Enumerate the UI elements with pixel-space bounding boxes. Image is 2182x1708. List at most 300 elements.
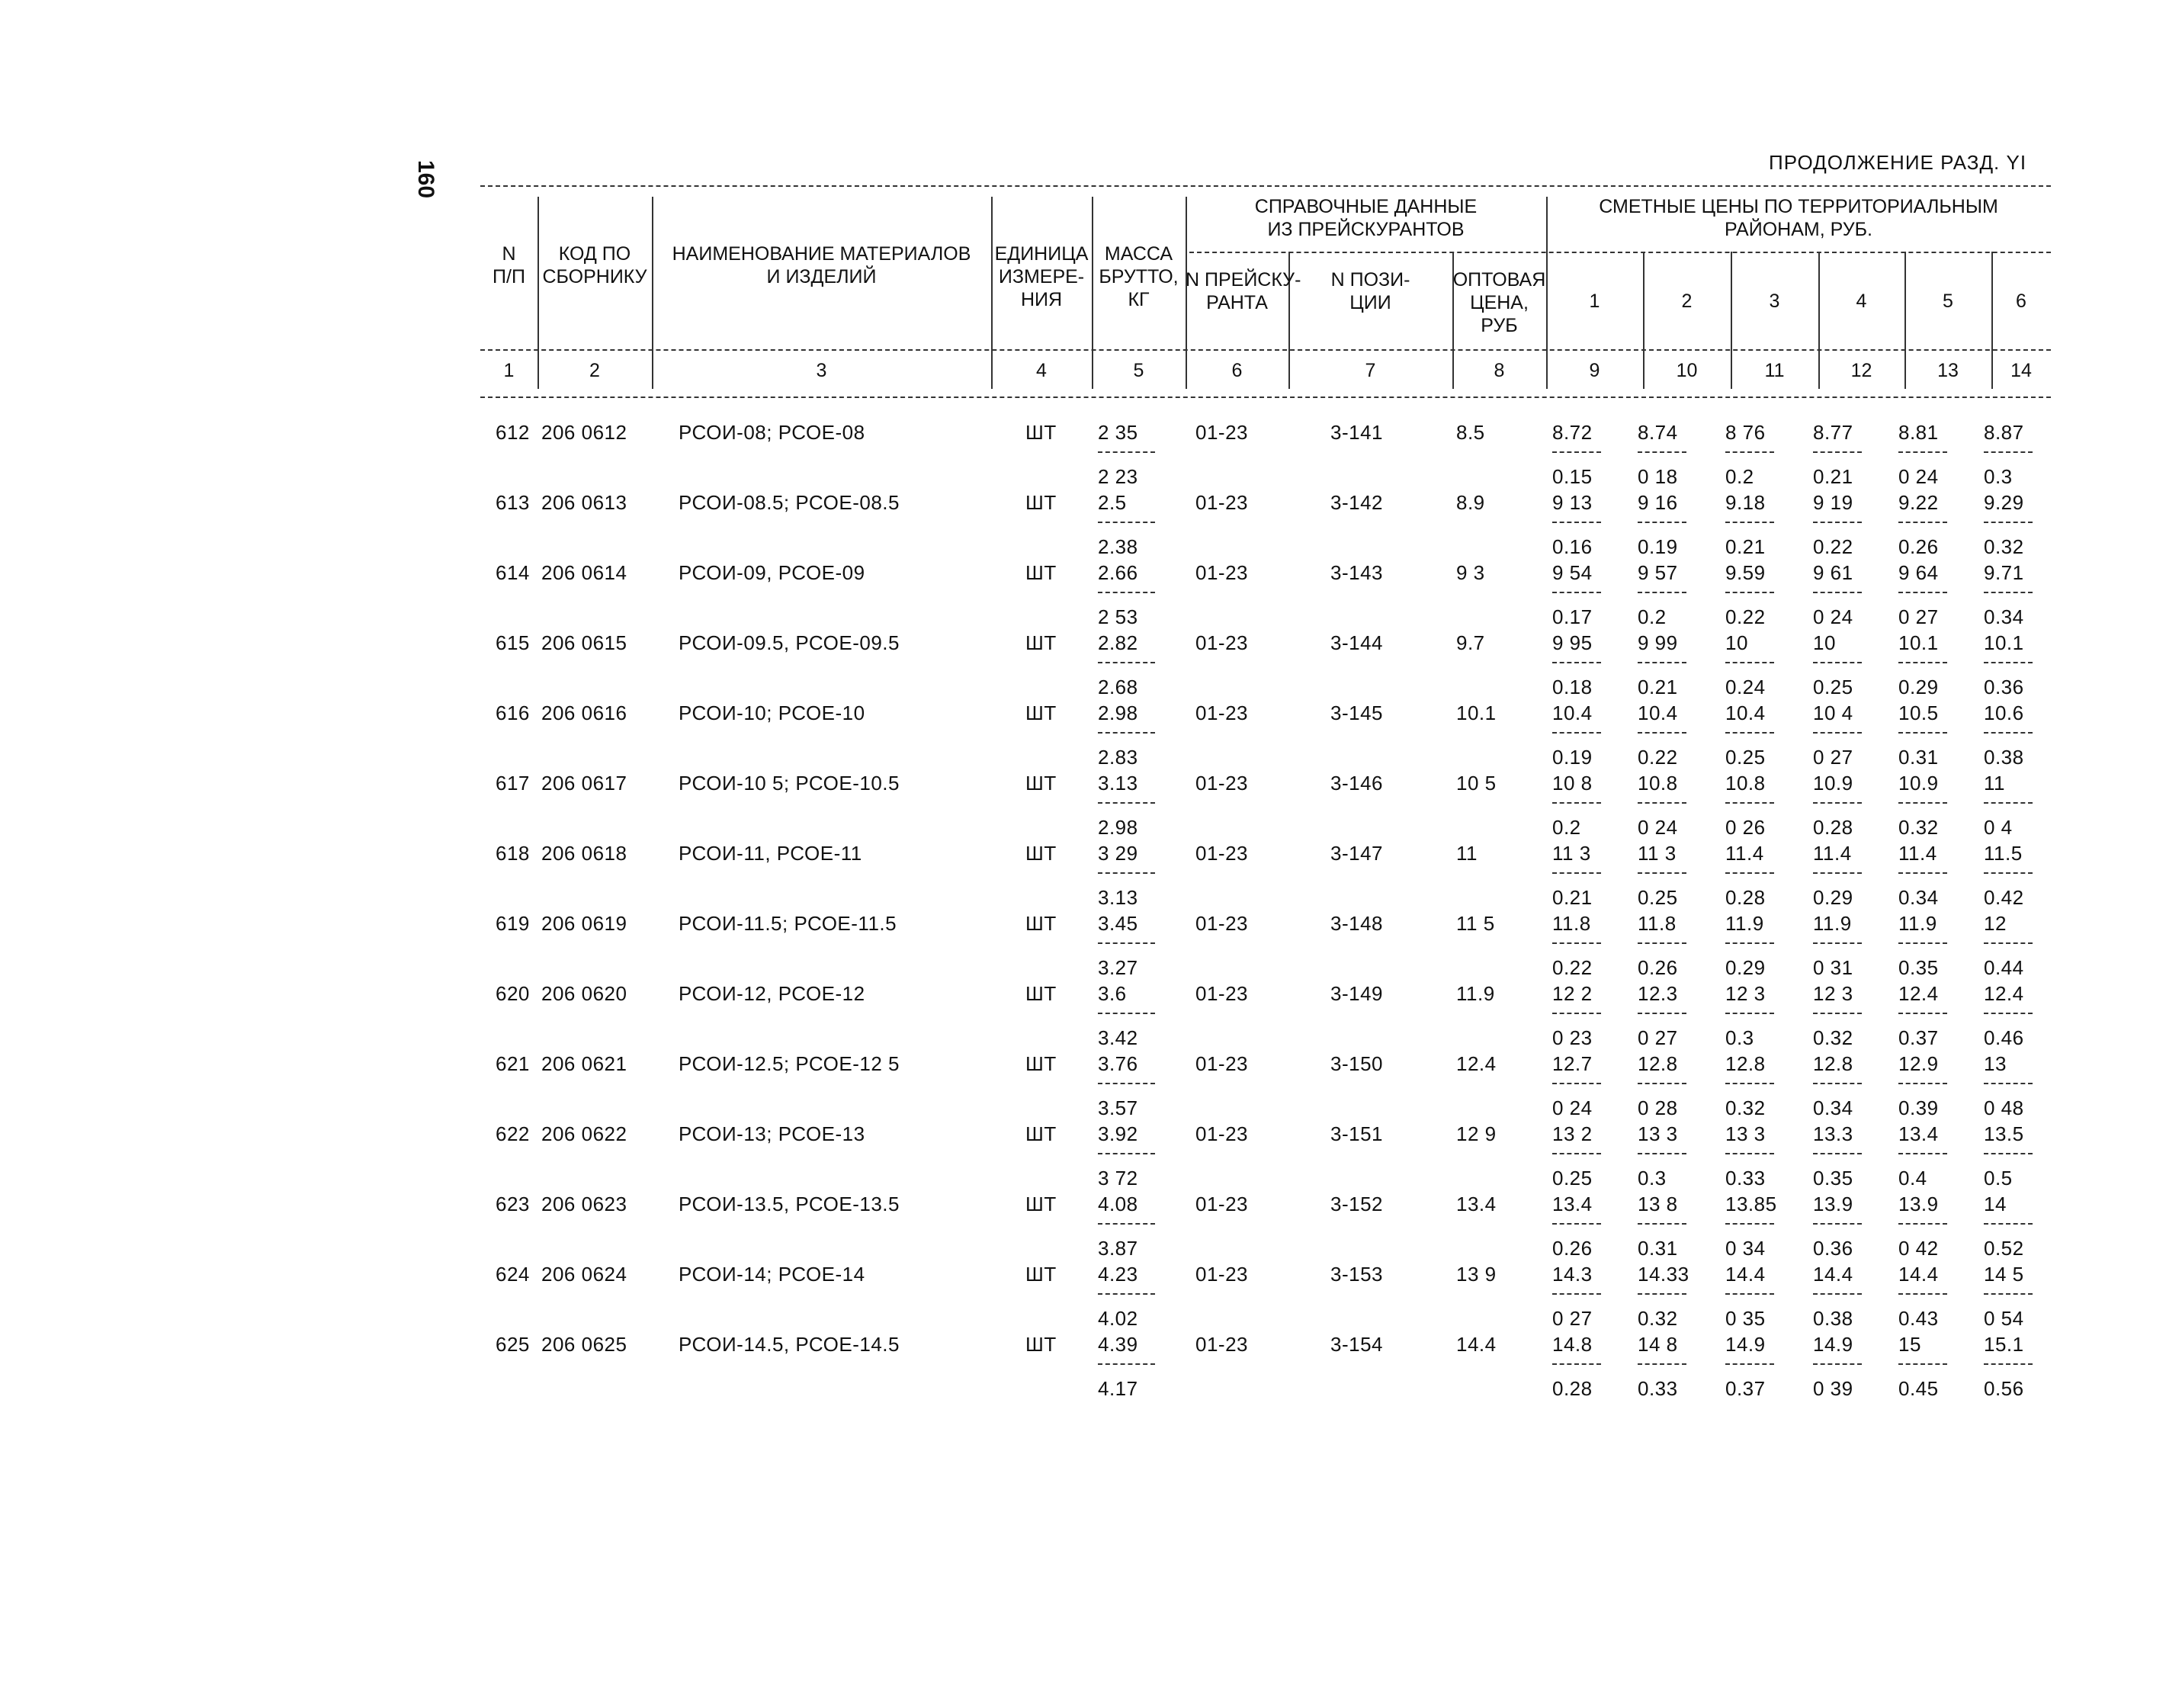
row-price-next-region-2: 0.31	[1638, 1237, 1678, 1260]
row-pricelist: 01-23	[1195, 1052, 1248, 1075]
row-price-next-region-3: 0 26	[1725, 816, 1766, 839]
column-number-8: 8	[1494, 360, 1505, 381]
row-price-next-region-3: 0.33	[1725, 1167, 1766, 1190]
row-price-next-region-2: 0.33	[1638, 1377, 1678, 1400]
row-price-region-6: 10.1	[1984, 631, 2024, 654]
row-price-region-2: 10.4	[1638, 702, 1678, 724]
row-wholesale: 11.9	[1456, 982, 1495, 1005]
row-wholesale: 11	[1456, 842, 1478, 865]
price-divider	[1552, 592, 1601, 593]
mass-divider	[1098, 942, 1155, 944]
row-price-region-5: 10.9	[1898, 772, 1939, 795]
price-divider	[1898, 942, 1947, 944]
mass-divider	[1098, 662, 1155, 663]
row-mass-next: 3.87	[1098, 1237, 1138, 1260]
row-pricelist: 01-23	[1195, 491, 1248, 514]
price-divider	[1552, 942, 1601, 944]
row-number: 625	[496, 1333, 530, 1356]
column-number-5: 5	[1133, 360, 1144, 381]
row-price-next-region-5: 0.34	[1898, 886, 1939, 909]
row-price-next-region-3: 0.37	[1725, 1377, 1766, 1400]
header-region-6: 6	[2016, 291, 2026, 312]
row-number: 618	[496, 842, 530, 865]
row-name: РСОИ-09, РСОЕ-09	[679, 561, 865, 584]
mass-divider	[1098, 802, 1155, 804]
row-price-region-5: 11.4	[1898, 842, 1937, 865]
header-name: НАИМЕНОВАНИЕ МАТЕРИАЛОВ И ИЗДЕЛИЙ	[672, 243, 971, 287]
price-divider	[1725, 732, 1774, 734]
row-price-next-region-4: 0.28	[1813, 816, 1853, 839]
row-name: РСОИ-11.5; РСОЕ-11.5	[679, 912, 897, 935]
row-mass-next: 2.38	[1098, 535, 1138, 558]
row-price-next-region-3: 0 35	[1725, 1307, 1766, 1330]
row-wholesale: 9 3	[1456, 561, 1485, 584]
row-price-region-4: 8.77	[1813, 421, 1853, 444]
row-price-next-region-5: 0.35	[1898, 956, 1939, 979]
row-unit: ШТ	[1025, 1052, 1057, 1075]
row-pricelist: 01-23	[1195, 702, 1248, 724]
price-divider	[1898, 1013, 1947, 1014]
row-mass: 2.98	[1098, 702, 1138, 724]
column-number-13: 13	[1937, 360, 1959, 381]
row-mass-next: 4.17	[1098, 1377, 1138, 1400]
price-divider	[1898, 662, 1947, 663]
row-wholesale: 10 5	[1456, 772, 1497, 795]
row-price-next-region-1: 0.17	[1552, 605, 1593, 628]
row-mass: 2.82	[1098, 631, 1138, 654]
row-price-region-1: 11 3	[1552, 842, 1591, 865]
price-divider	[1725, 872, 1774, 874]
row-price-next-region-5: 0.29	[1898, 676, 1939, 698]
row-pricelist: 01-23	[1195, 1122, 1248, 1145]
price-divider	[1898, 1153, 1947, 1154]
row-pricelist: 01-23	[1195, 421, 1248, 444]
row-wholesale: 12 9	[1456, 1122, 1497, 1145]
price-divider	[1813, 1363, 1862, 1365]
row-price-region-2: 13 8	[1638, 1193, 1678, 1215]
row-position: 3-144	[1330, 631, 1383, 654]
row-name: РСОИ-12.5; РСОЕ-12 5	[679, 1052, 900, 1075]
row-price-region-6: 12	[1984, 912, 2007, 935]
row-price-region-2: 14 8	[1638, 1333, 1678, 1356]
row-number: 623	[496, 1193, 530, 1215]
price-divider	[1813, 1293, 1862, 1295]
price-divider	[1725, 1013, 1774, 1014]
price-divider	[1984, 662, 2033, 663]
price-divider	[1725, 942, 1774, 944]
row-price-region-6: 11.5	[1984, 842, 2023, 865]
price-divider	[1984, 451, 2033, 453]
row-price-next-region-2: 0 24	[1638, 816, 1678, 839]
row-price-region-5: 12.9	[1898, 1052, 1939, 1075]
row-price-region-4: 9 61	[1813, 561, 1853, 584]
row-price-next-region-6: 0 54	[1984, 1307, 2024, 1330]
row-price-region-1: 11.8	[1552, 912, 1591, 935]
row-name: РСОИ-13; РСОЕ-13	[679, 1122, 865, 1145]
row-mass: 3.13	[1098, 772, 1138, 795]
row-name: РСОИ-08; РСОЕ-08	[679, 421, 865, 444]
price-divider	[1638, 1083, 1686, 1084]
row-price-region-5: 10.5	[1898, 702, 1939, 724]
row-price-next-region-6: 0.52	[1984, 1237, 2024, 1260]
row-mass-next: 4.02	[1098, 1307, 1138, 1330]
row-code: 206 0625	[541, 1333, 627, 1356]
price-divider	[1984, 732, 2033, 734]
price-divider	[1725, 1223, 1774, 1225]
row-mass: 4.08	[1098, 1193, 1138, 1215]
price-divider	[1638, 872, 1686, 874]
row-price-next-region-5: 0.31	[1898, 746, 1939, 769]
row-price-next-region-2: 0.32	[1638, 1307, 1678, 1330]
row-wholesale: 10.1	[1456, 702, 1497, 724]
row-price-region-3: 10.4	[1725, 702, 1766, 724]
header-region-5: 5	[1943, 291, 1953, 312]
column-number-14: 14	[2010, 360, 2032, 381]
row-pricelist: 01-23	[1195, 1333, 1248, 1356]
row-mass: 4.39	[1098, 1333, 1138, 1356]
row-price-next-region-1: 0.21	[1552, 886, 1593, 909]
row-code: 206 0624	[541, 1263, 627, 1286]
row-price-next-region-5: 0 24	[1898, 465, 1939, 488]
row-unit: ШТ	[1025, 772, 1057, 795]
row-price-region-6: 8.87	[1984, 421, 2024, 444]
row-price-region-5: 14.4	[1898, 1263, 1939, 1286]
row-price-region-3: 10.8	[1725, 772, 1766, 795]
row-name: РСОИ-10 5; РСОЕ-10.5	[679, 772, 900, 795]
price-divider	[1813, 522, 1862, 523]
row-price-region-6: 9.29	[1984, 491, 2024, 514]
price-divider	[1638, 1153, 1686, 1154]
column-number-4: 4	[1036, 360, 1047, 381]
row-price-region-2: 13 3	[1638, 1122, 1678, 1145]
row-name: РСОИ-10; РСОЕ-10	[679, 702, 865, 724]
row-price-region-4: 10	[1813, 631, 1836, 654]
row-wholesale: 14.4	[1456, 1333, 1497, 1356]
row-mass-next: 2.68	[1098, 676, 1138, 698]
row-price-region-1: 10.4	[1552, 702, 1593, 724]
price-divider	[1898, 1083, 1947, 1084]
row-wholesale: 12.4	[1456, 1052, 1497, 1075]
row-number: 624	[496, 1263, 530, 1286]
row-mass: 2.66	[1098, 561, 1138, 584]
row-price-next-region-1: 0 23	[1552, 1026, 1593, 1049]
price-divider	[1984, 1013, 2033, 1014]
header-prices-group: СМЕТНЫЕ ЦЕНЫ ПО ТЕРРИТОРИАЛЬНЫМ РАЙОНАМ, РУБ.	[1599, 196, 1998, 240]
row-price-next-region-6: 0.34	[1984, 605, 2024, 628]
row-price-next-region-4: 0.34	[1813, 1096, 1853, 1119]
table-rule	[480, 185, 2051, 187]
row-price-region-2: 11 3	[1638, 842, 1677, 865]
row-price-region-3: 9.18	[1725, 491, 1766, 514]
row-price-region-3: 14.4	[1725, 1263, 1766, 1286]
row-price-next-region-6: 0.3	[1984, 465, 2013, 488]
row-price-region-4: 9 19	[1813, 491, 1853, 514]
price-divider	[1638, 451, 1686, 453]
row-price-next-region-2: 0.2	[1638, 605, 1667, 628]
row-mass-next: 3.42	[1098, 1026, 1138, 1049]
price-divider	[1898, 1363, 1947, 1365]
row-price-region-6: 13.5	[1984, 1122, 2024, 1145]
row-price-next-region-3: 0.25	[1725, 746, 1766, 769]
row-price-region-1: 14.8	[1552, 1333, 1593, 1356]
price-divider	[1552, 451, 1601, 453]
row-price-next-region-5: 0.39	[1898, 1096, 1939, 1119]
price-divider	[1725, 451, 1774, 453]
row-wholesale: 13 9	[1456, 1263, 1497, 1286]
row-price-next-region-2: 0.25	[1638, 886, 1678, 909]
row-price-region-6: 10.6	[1984, 702, 2024, 724]
row-unit: ШТ	[1025, 982, 1057, 1005]
row-price-region-3: 11.9	[1725, 912, 1764, 935]
row-price-next-region-5: 0.43	[1898, 1307, 1939, 1330]
row-code: 206 0612	[541, 421, 627, 444]
row-price-next-region-1: 0.25	[1552, 1167, 1593, 1190]
row-price-region-2: 8.74	[1638, 421, 1678, 444]
header-region-4: 4	[1856, 291, 1867, 312]
header-mass: МАССА БРУТТО, КГ	[1099, 243, 1179, 310]
row-name: РСОИ-08.5; РСОЕ-08.5	[679, 491, 900, 514]
row-mass: 3.6	[1098, 982, 1127, 1005]
row-price-region-4: 10.9	[1813, 772, 1853, 795]
row-price-next-region-4: 0.35	[1813, 1167, 1853, 1190]
header-pricelist: N ПРЕЙСКУ- РАНТА	[1186, 269, 1301, 313]
row-price-region-5: 13.9	[1898, 1193, 1939, 1215]
price-divider	[1638, 942, 1686, 944]
section-title: ПРОДОЛЖЕНИЕ РАЗД. YI	[1769, 151, 2027, 174]
row-position: 3-142	[1330, 491, 1383, 514]
row-price-region-1: 9 95	[1552, 631, 1593, 654]
price-divider	[1552, 1153, 1601, 1154]
table-rule	[480, 349, 2051, 351]
mass-divider	[1098, 592, 1155, 593]
price-divider	[1898, 802, 1947, 804]
row-number: 621	[496, 1052, 530, 1075]
row-price-region-2: 12.3	[1638, 982, 1678, 1005]
column-number-10: 10	[1676, 360, 1698, 381]
price-divider	[1984, 942, 2033, 944]
price-divider	[1813, 1153, 1862, 1154]
row-mass-next: 2.98	[1098, 816, 1138, 839]
price-divider	[1898, 732, 1947, 734]
row-position: 3-150	[1330, 1052, 1383, 1075]
mass-divider	[1098, 1083, 1155, 1084]
row-pricelist: 01-23	[1195, 842, 1248, 865]
row-price-next-region-6: 0.38	[1984, 746, 2024, 769]
row-price-region-2: 14.33	[1638, 1263, 1689, 1286]
row-price-region-6: 11	[1984, 772, 2005, 795]
row-name: РСОИ-14; РСОЕ-14	[679, 1263, 865, 1286]
price-divider	[1984, 1153, 2033, 1154]
row-pricelist: 01-23	[1195, 631, 1248, 654]
row-wholesale: 11 5	[1456, 912, 1495, 935]
row-code: 206 0617	[541, 772, 627, 795]
column-number-3: 3	[816, 360, 827, 381]
price-divider	[1984, 1223, 2033, 1225]
row-price-region-5: 9.22	[1898, 491, 1939, 514]
row-price-region-3: 12 3	[1725, 982, 1766, 1005]
price-divider	[1638, 522, 1686, 523]
row-price-next-region-1: 0.15	[1552, 465, 1593, 488]
row-price-next-region-4: 0 27	[1813, 746, 1853, 769]
row-price-region-2: 9 57	[1638, 561, 1678, 584]
row-mass-next: 3.27	[1098, 956, 1138, 979]
row-price-next-region-2: 0 28	[1638, 1096, 1678, 1119]
header-region-2: 2	[1681, 291, 1693, 312]
price-divider	[1638, 1223, 1686, 1225]
row-price-region-3: 14.9	[1725, 1333, 1766, 1356]
price-divider	[1638, 732, 1686, 734]
mass-divider	[1098, 1223, 1155, 1225]
column-number-6: 6	[1231, 360, 1243, 381]
row-price-region-4: 12.8	[1813, 1052, 1853, 1075]
price-divider	[1638, 1363, 1686, 1365]
row-unit: ШТ	[1025, 1122, 1057, 1145]
row-number: 612	[496, 421, 530, 444]
row-code: 206 0614	[541, 561, 627, 584]
row-price-region-2: 10.8	[1638, 772, 1678, 795]
row-position: 3-153	[1330, 1263, 1383, 1286]
mass-divider	[1098, 522, 1155, 523]
row-mass: 2.5	[1098, 491, 1127, 514]
row-price-next-region-3: 0.2	[1725, 465, 1754, 488]
price-divider	[1725, 1293, 1774, 1295]
row-number: 619	[496, 912, 530, 935]
row-price-region-2: 11.8	[1638, 912, 1677, 935]
price-divider	[1984, 1363, 2033, 1365]
row-mass: 3.76	[1098, 1052, 1138, 1075]
row-position: 3-151	[1330, 1122, 1383, 1145]
row-pricelist: 01-23	[1195, 772, 1248, 795]
row-wholesale: 9.7	[1456, 631, 1485, 654]
price-divider	[1813, 872, 1862, 874]
row-code: 206 0623	[541, 1193, 627, 1215]
header-region-3: 3	[1769, 291, 1780, 312]
mass-divider	[1098, 451, 1155, 453]
row-number: 622	[496, 1122, 530, 1145]
row-price-next-region-3: 0.3	[1725, 1026, 1754, 1049]
row-price-region-4: 12 3	[1813, 982, 1853, 1005]
row-price-next-region-4: 0 31	[1813, 956, 1853, 979]
price-divider	[1638, 592, 1686, 593]
row-price-region-3: 8 76	[1725, 421, 1766, 444]
price-divider	[1552, 1363, 1601, 1365]
row-price-region-3: 13 3	[1725, 1122, 1766, 1145]
row-price-next-region-2: 0 18	[1638, 465, 1678, 488]
row-name: РСОИ-12, РСОЕ-12	[679, 982, 865, 1005]
row-position: 3-141	[1330, 421, 1383, 444]
row-unit: ШТ	[1025, 1193, 1057, 1215]
row-price-next-region-4: 0 24	[1813, 605, 1853, 628]
price-divider	[1638, 662, 1686, 663]
column-number-12: 12	[1850, 360, 1872, 381]
row-unit: ШТ	[1025, 1333, 1057, 1356]
row-number: 614	[496, 561, 530, 584]
row-number: 613	[496, 491, 530, 514]
column-number-9: 9	[1589, 360, 1600, 381]
row-pricelist: 01-23	[1195, 1263, 1248, 1286]
column-number-1: 1	[503, 360, 515, 381]
row-mass-next: 3.13	[1098, 886, 1138, 909]
row-price-next-region-6: 0.36	[1984, 676, 2024, 698]
price-divider	[1813, 732, 1862, 734]
row-wholesale: 13.4	[1456, 1193, 1497, 1215]
table-rule	[480, 396, 2051, 398]
row-position: 3-152	[1330, 1193, 1383, 1215]
row-price-next-region-4: 0.29	[1813, 886, 1853, 909]
row-price-region-6: 9.71	[1984, 561, 2024, 584]
row-price-next-region-4: 0.32	[1813, 1026, 1853, 1049]
row-price-next-region-1: 0.16	[1552, 535, 1593, 558]
price-divider	[1813, 802, 1862, 804]
price-divider	[1552, 1293, 1601, 1295]
row-pricelist: 01-23	[1195, 912, 1248, 935]
row-price-next-region-2: 0.22	[1638, 746, 1678, 769]
row-name: РСОИ-13.5, РСОЕ-13.5	[679, 1193, 900, 1215]
row-number: 616	[496, 702, 530, 724]
price-divider	[1552, 662, 1601, 663]
row-code: 206 0615	[541, 631, 627, 654]
row-price-next-region-1: 0.22	[1552, 956, 1593, 979]
row-code: 206 0621	[541, 1052, 627, 1075]
header-wholesale: ОПТОВАЯ ЦЕНА, РУБ	[1452, 269, 1546, 336]
row-price-next-region-1: 0.18	[1552, 676, 1593, 698]
row-unit: ШТ	[1025, 631, 1057, 654]
mass-divider	[1098, 1363, 1155, 1365]
price-divider	[1898, 592, 1947, 593]
row-price-next-region-4: 0 39	[1813, 1377, 1853, 1400]
price-divider	[1984, 1083, 2033, 1084]
row-number: 617	[496, 772, 530, 795]
row-mass: 3 29	[1098, 842, 1138, 865]
price-divider	[1813, 942, 1862, 944]
price-divider	[1813, 592, 1862, 593]
price-divider	[1725, 1083, 1774, 1084]
row-price-region-5: 8.81	[1898, 421, 1939, 444]
row-pricelist: 01-23	[1195, 1193, 1248, 1215]
row-unit: ШТ	[1025, 912, 1057, 935]
row-price-next-region-2: 0 27	[1638, 1026, 1678, 1049]
row-price-next-region-4: 0.38	[1813, 1307, 1853, 1330]
row-price-region-1: 9 13	[1552, 491, 1593, 514]
column-number-7: 7	[1365, 360, 1376, 381]
mass-divider	[1098, 1293, 1155, 1295]
header-np: N П/П	[493, 243, 525, 287]
header-code: КОД ПО СБОРНИКУ	[542, 243, 647, 287]
row-position: 3-145	[1330, 702, 1383, 724]
row-mass: 2 35	[1098, 421, 1138, 444]
price-divider	[1552, 1013, 1601, 1014]
row-price-next-region-2: 0.3	[1638, 1167, 1667, 1190]
row-price-region-6: 14	[1984, 1193, 2007, 1215]
row-price-region-3: 9.59	[1725, 561, 1766, 584]
header-region-1: 1	[1589, 291, 1600, 312]
price-divider	[1813, 1223, 1862, 1225]
price-divider	[1552, 872, 1601, 874]
row-unit: ШТ	[1025, 702, 1057, 724]
price-divider	[1984, 872, 2033, 874]
row-price-region-5: 15	[1898, 1333, 1921, 1356]
mass-divider	[1098, 1013, 1155, 1014]
row-price-next-region-3: 0.21	[1725, 535, 1766, 558]
row-price-region-5: 13.4	[1898, 1122, 1939, 1145]
row-price-next-region-4: 0.21	[1813, 465, 1853, 488]
row-mass: 3.92	[1098, 1122, 1138, 1145]
row-mass-next: 2.83	[1098, 746, 1138, 769]
row-price-region-5: 11.9	[1898, 912, 1937, 935]
row-mass-next: 2 53	[1098, 605, 1138, 628]
row-price-next-region-3: 0 34	[1725, 1237, 1766, 1260]
price-divider	[1898, 872, 1947, 874]
